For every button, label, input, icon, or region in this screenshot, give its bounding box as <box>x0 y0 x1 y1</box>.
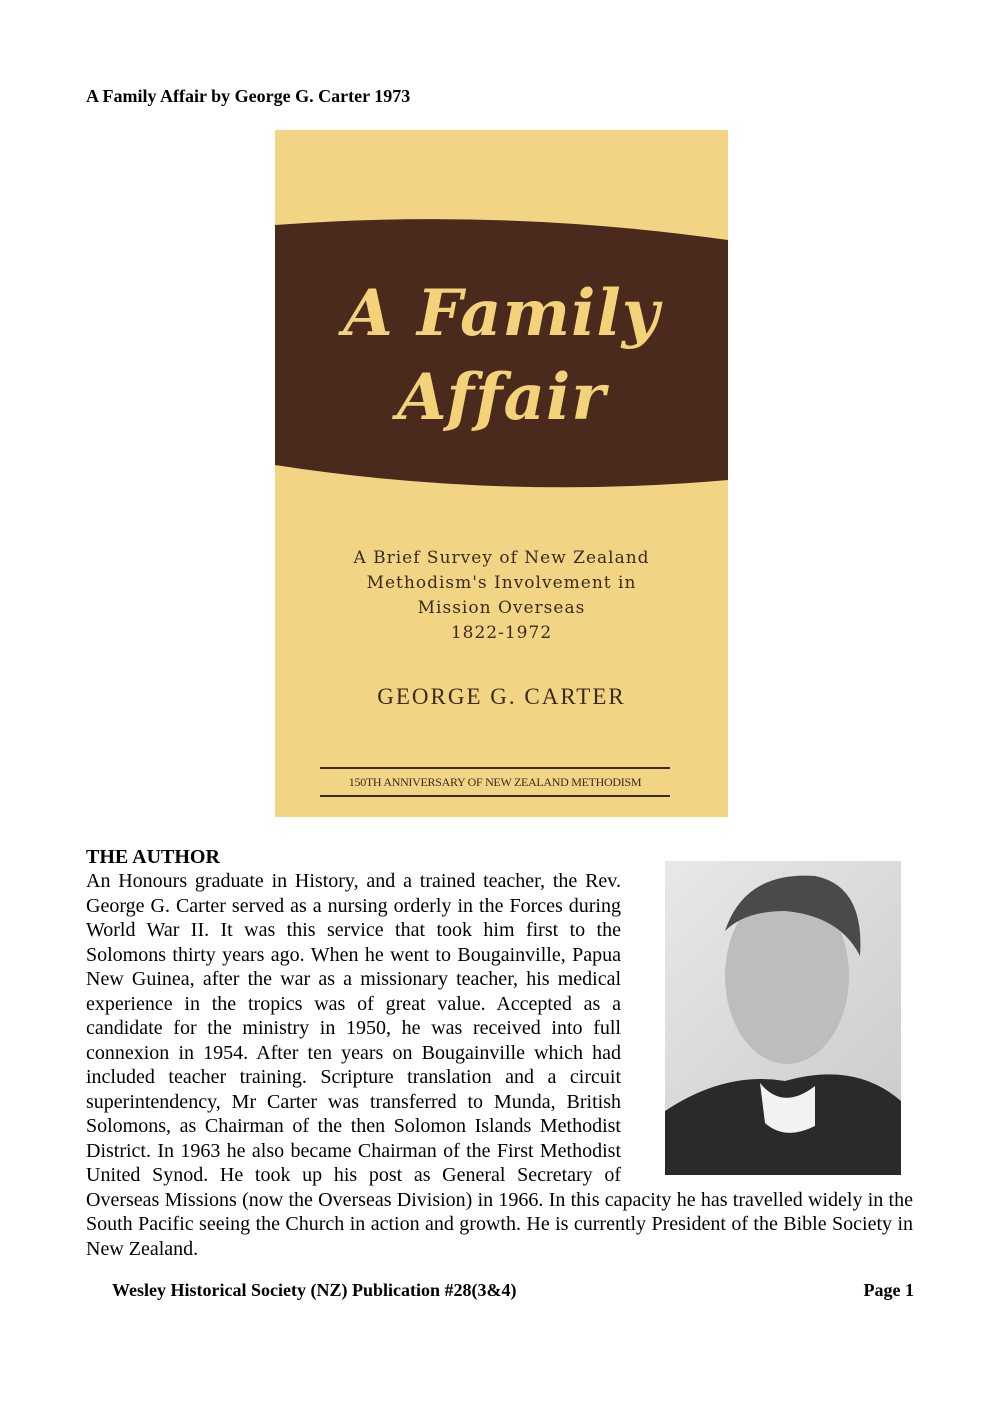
cover-subtitle-line: 1822-1972 <box>450 623 553 643</box>
cover-subtitle-line: Methodism's Involvement in <box>366 573 637 593</box>
cover-author: GEORGE G. CARTER <box>377 684 626 709</box>
author-photo <box>665 861 901 1175</box>
cover-banner: 150TH ANNIVERSARY OF NEW ZEALAND METHODISM <box>320 767 670 797</box>
cover-band <box>275 130 728 817</box>
page-footer <box>112 1280 914 1301</box>
footer-publication: Wesley Historical Society (NZ) Publication #28(3&4) <box>112 1280 517 1300</box>
cover-title-line: A Family <box>343 276 660 351</box>
document-header-title: A Family Affair by George G. Carter 1973 <box>86 86 411 106</box>
cover-title-line: Affair <box>396 360 607 435</box>
author-section <box>86 845 913 1261</box>
cover-title <box>275 272 728 440</box>
cover-subtitle-line: Mission Overseas <box>417 598 586 618</box>
author-biography: An Honours graduate in History, and a trained teacher, the Rev. George G. Carter served as a nursing orderly in the Forces during World War II. It was this service that took him first to the Solomons thirty years ago. When he went to Bougainville, Papua New Guinea, after the war as a missionary teacher, his medical experience in the tropics was of great value. Accepted as a candidate for the ministry in 1950, he was received into full connexion in 1954. After ten years on Bougainville which had included teacher training. Scripture translation and a circuit superintendency, Mr Carter was transferred to Munda, British Solomons, as Chairman of the then Solomon Islands Methodist District. In 1963 he also became Chairman of the First Methodist United Synod. He took up his post as General Secretary of Overseas Missions (now the Overseas Division) in 1966. In this capacity he has travelled widely in the South Pacific seeing the Church in action and growth. He is currently President of the Bible Society in New Zealand. <box>86 870 913 1260</box>
section-heading: THE AUTHOR <box>86 846 220 868</box>
cover-subtitle <box>275 546 728 646</box>
page-number: Page 1 <box>863 1280 914 1300</box>
book-cover-image <box>275 130 728 817</box>
cover-subtitle-line: A Brief Survey of New Zealand <box>353 548 650 568</box>
